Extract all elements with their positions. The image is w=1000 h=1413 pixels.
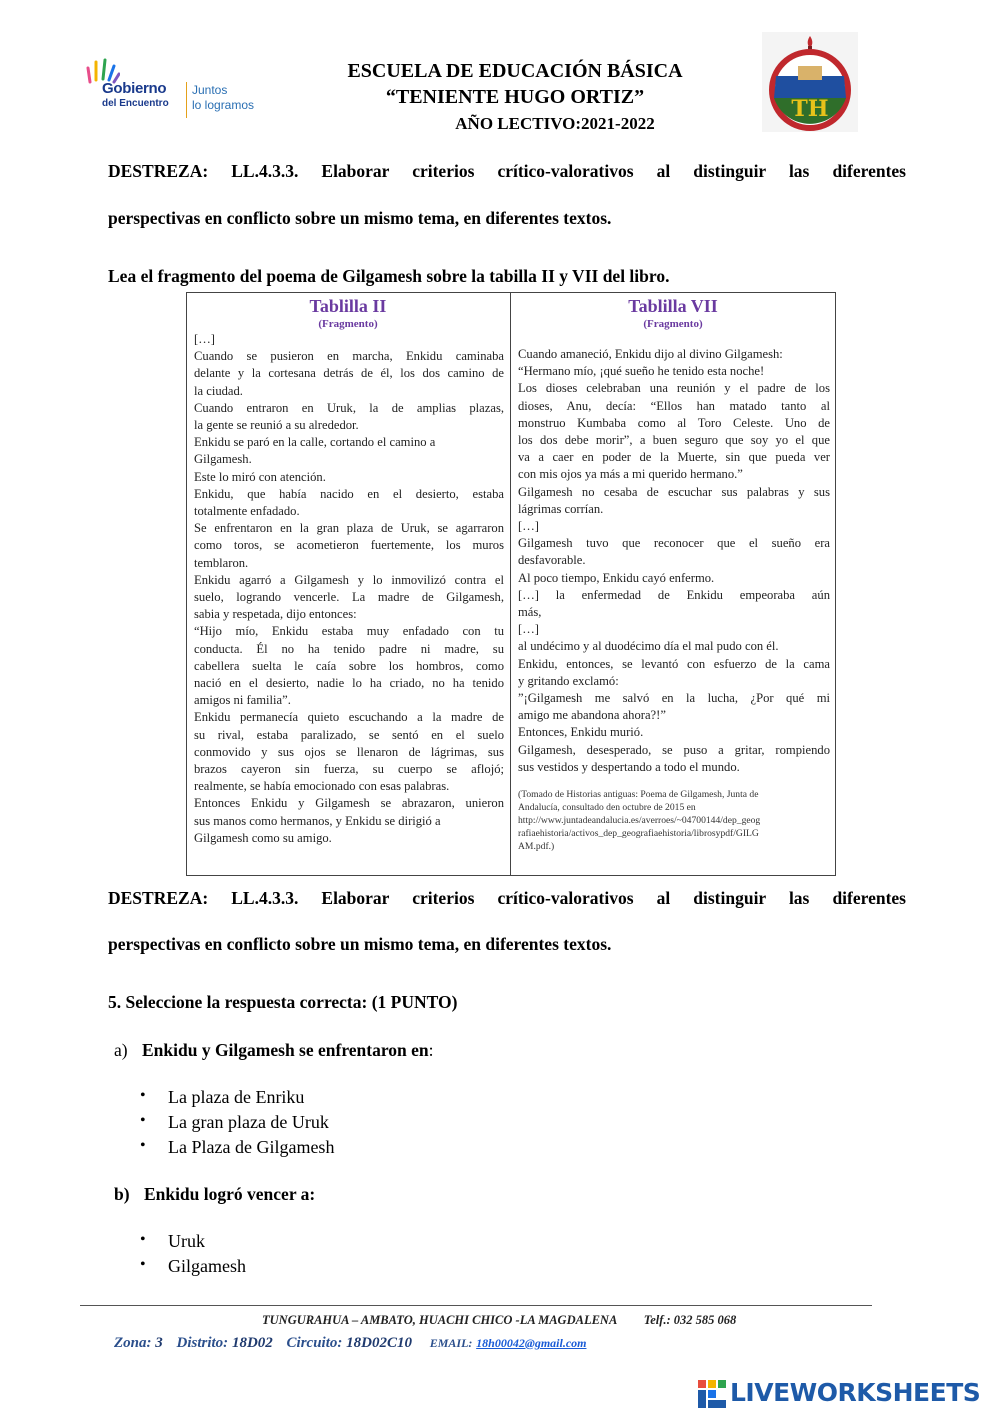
question-b <box>114 1184 315 1205</box>
credit-line: rafiaehistoria/activos_dep_geografiaehistoria/librosypdf/GILG <box>518 828 759 839</box>
option-a-3[interactable]: • La Plaza de Gilgamesh <box>140 1137 334 1158</box>
poem-line: amigo me abandona ahora?!” <box>518 708 666 723</box>
poem-line: sus vestidos y despertando a todo el mundo. <box>518 759 740 774</box>
poem-table-divider <box>510 292 511 876</box>
poem-line: ”¡Gilgamesh me salvó en la lucha, ¿Por qué mi <box>518 691 830 706</box>
question-5-title: 5. Seleccione la respuesta correcta: (1 PUNTO) <box>108 992 458 1012</box>
poem-line: sabia y respetada, dijo entonces: <box>194 607 357 622</box>
gobierno-slogan-2: lo logramos <box>192 98 255 112</box>
poem-line: Gilgamesh como su amigo. <box>194 830 332 845</box>
poem-line: […] la enfermedad de Enkidu empeoraba aún <box>518 587 830 602</box>
poem-line: monstruo Kumbaba como al Toro Celeste. Uno de <box>518 415 830 430</box>
gobierno-logo-sub: del Encuentro <box>102 98 169 109</box>
poem-line: cabellera suelta le caía sobre los hombros, como <box>194 658 504 673</box>
poem-line: amigos ni familia”. <box>194 693 291 708</box>
poem-line: Enkidu se paró en la calle, cortando el camino a <box>194 435 436 450</box>
poem-line: Se enfrentaron en la gran plaza de Uruk, se agarraron <box>194 521 504 536</box>
school-year: AÑO LECTIVO:2021-2022 <box>455 114 655 133</box>
poem-line: Enkidu, entonces, se levantó con esfuerzo de la cama <box>518 656 830 671</box>
question-b-text: Enkidu logró vencer a: <box>143 1184 316 1204</box>
poem-line: va a caer en poder de la Muerte, sin que pueda ver <box>518 450 830 465</box>
gobierno-slogan-1: Juntos <box>192 83 228 97</box>
option-b-2[interactable]: • Gilgamesh <box>140 1256 246 1277</box>
poem-line: […] <box>518 519 539 534</box>
poem-line: Gilgamesh, desesperado, se puso a gritar, rompiendo <box>518 742 830 757</box>
poem-line: totalmente enfadado. <box>194 504 300 519</box>
poem-line: dioses, Anu, decía: “Ellos han matado tanto al <box>518 398 830 413</box>
question-b-prefix: b) <box>114 1184 130 1204</box>
question-a-colon: : <box>428 1040 434 1060</box>
destreza-line1-repeat: DESTREZA: LL.4.3.3. Elaborar criterios crítico-valorativos al distinguir las diferentes <box>108 888 906 908</box>
poem-line: Cuando se pusieron en marcha, Enkidu caminaba <box>194 349 504 364</box>
footer-district-line: Zona: 3 Distrito: 18D02 Circuito: 18D02C10 EMAIL: 18h00042@gmail.com <box>114 1335 587 1351</box>
footer-distrito: 18D02 <box>231 1335 273 1351</box>
poem-line: […] <box>194 332 215 346</box>
poem-line: Enkidu, que había nacido en el desierto, estaba <box>194 486 504 501</box>
poem-line: más, <box>518 605 542 620</box>
source-credit <box>518 788 830 853</box>
poem-line: desfavorable. <box>518 553 586 568</box>
tablilla-vii-text <box>518 346 830 776</box>
tablilla-ii-subtitle: (Fragmento) <box>318 318 378 330</box>
poem-line: al undécimo y al duodécimo día el mal pudo con él. <box>518 639 779 654</box>
tablilla-ii-title: Tablilla II <box>309 296 387 316</box>
destreza-line2-repeat: perspectivas en conflicto sobre un mismo tema, en diferentes textos. <box>108 934 612 954</box>
option-b-1[interactable]: • Uruk <box>140 1231 205 1252</box>
footer-address-line <box>262 1313 736 1328</box>
destreza-line2: perspectivas en conflicto sobre un mismo tema, en diferentes textos. <box>108 208 612 228</box>
reading-instruction: Lea el fragmento del poema de Gilgamesh sobre la tabilla II y VII del libro. <box>108 266 670 286</box>
footer-phone: Telf.: 032 585 068 <box>643 1313 737 1327</box>
footer-email-link[interactable]: 18h00042@gmail.com <box>476 1336 587 1350</box>
poem-line: los dos debe morir”, a buen seguro que soy yo el que <box>518 433 830 448</box>
poem-line: sus manos como hermanos, y Enkidu se dirigió a <box>194 813 441 828</box>
poem-line: Este lo miró con atención. <box>194 469 326 484</box>
poem-line: conducta. Él no ha tenido padre ni madre, su <box>194 641 504 656</box>
gobierno-logo-word: Gobierno <box>102 80 167 97</box>
poem-line: […] <box>518 622 539 637</box>
poem-line: brazos cayeron sin fuerza, su cuerpo se aflojó; <box>194 762 504 777</box>
credit-line: (Tomado de Historias antiguas: Poema de Gilgamesh, Junta de <box>518 789 759 800</box>
footer-divider <box>80 1305 872 1306</box>
question-a-prefix: a) <box>114 1040 128 1060</box>
poem-line: Al poco tiempo, Enkidu cayó enfermo. <box>518 570 715 585</box>
tablilla-vii-title: Tablilla VII <box>628 296 718 316</box>
school-title-line2: “TENIENTE HUGO ORTIZ” <box>385 86 645 108</box>
question-a <box>114 1040 434 1061</box>
liveworksheets-logo-icon <box>698 1380 726 1408</box>
poem-line: lágrimas corrían. <box>518 501 604 516</box>
poem-line: suelo, logrando vencerle. La madre de Gilgamesh, <box>194 590 504 605</box>
poem-line: Entonces Enkidu y Gilgamesh se abrazaron, unieron <box>194 796 504 811</box>
footer-zona: 3 <box>155 1335 163 1351</box>
poem-line: como toros, se acometieron fuertemente, los muros <box>194 538 504 553</box>
poem-line: y gritando exclamó: <box>518 673 619 688</box>
destreza-line1: DESTREZA: LL.4.3.3. Elaborar criterios crítico-valorativos al distinguir las diferentes <box>108 161 906 181</box>
poem-line: realmente, se había emocionado con esas palabras. <box>194 779 450 794</box>
poem-line: Enkidu permanecía quieto escuchando a la madre de <box>194 710 504 725</box>
poem-line: Gilgamesh tuvo que reconocer que el sueño era <box>518 536 830 551</box>
svg-text:TH: TH <box>791 96 829 122</box>
poem-line: nació en el desierto, nadie lo ha criado, no ha tenido <box>194 676 504 691</box>
school-title-line1: ESCUELA DE EDUCACIÓN BÁSICA <box>347 60 683 82</box>
option-a-2[interactable]: • La gran plaza de Uruk <box>140 1112 329 1133</box>
poem-line: “Hermano mío, ¡qué sueño he tenido esta noche! <box>518 364 765 379</box>
poem-line: temblaron. <box>194 555 249 570</box>
poem-line: Los dioses celebraban una reunión y el padre de los <box>518 381 830 396</box>
gobierno-logo-divider <box>186 82 187 118</box>
poem-line: “Hijo mío, Enkidu estaba muy enfadado con tu <box>194 624 504 639</box>
tablilla-vii-subtitle: (Fragmento) <box>643 318 703 330</box>
credit-line: http://www.juntadeandalucia.es/averroes/~04700144/dep_geog <box>518 815 761 826</box>
poem-line: Cuando entraron en Uruk, la de amplias plazas, <box>194 400 504 415</box>
question-a-text: Enkidu y Gilgamesh se enfrentaron en <box>141 1040 429 1060</box>
tablilla-ii-text <box>194 331 504 847</box>
poem-line: delante y la cortesana detrás de él, los dos camino de <box>194 366 504 381</box>
credit-line: Andalucía, consultado den octubre de 2015 en <box>518 802 696 813</box>
option-a-1[interactable]: • La plaza de Enriku <box>140 1087 304 1108</box>
poem-line: Entonces, Enkidu murió. <box>518 725 644 740</box>
poem-line: la gente se reunió a su alrededor. <box>194 418 359 433</box>
footer-address: TUNGURAHUA – AMBATO, HUACHI CHICO -LA MAGDALENA <box>262 1313 617 1327</box>
school-crest-icon <box>762 32 858 132</box>
poem-line: Enkidu agarró a Gilgamesh y lo inmovilizó contra el <box>194 572 504 587</box>
poem-line: Gilgamesh. <box>194 452 252 467</box>
school-crest <box>762 32 858 132</box>
poem-line: su rival, estaba paralizado, se sentó en el suelo <box>194 727 504 742</box>
liveworksheets-watermark: LIVEWORKSHEETS <box>730 1378 981 1407</box>
poem-line: con mis ojos ya más a mi querido hermano.” <box>518 467 743 482</box>
poem-line: Cuando amaneció, Enkidu dijo al divino Gilgamesh: <box>518 347 783 361</box>
footer-circuito: 18D02C10 <box>346 1335 412 1351</box>
credit-line: AM.pdf.) <box>518 841 555 852</box>
poem-line: conmovido y sus ojos se llenaron de lágrimas, sus <box>194 744 504 759</box>
poem-line: la ciudad. <box>194 383 243 398</box>
poem-line: Gilgamesh no cesaba de escuchar sus palabras y sus <box>518 484 830 499</box>
